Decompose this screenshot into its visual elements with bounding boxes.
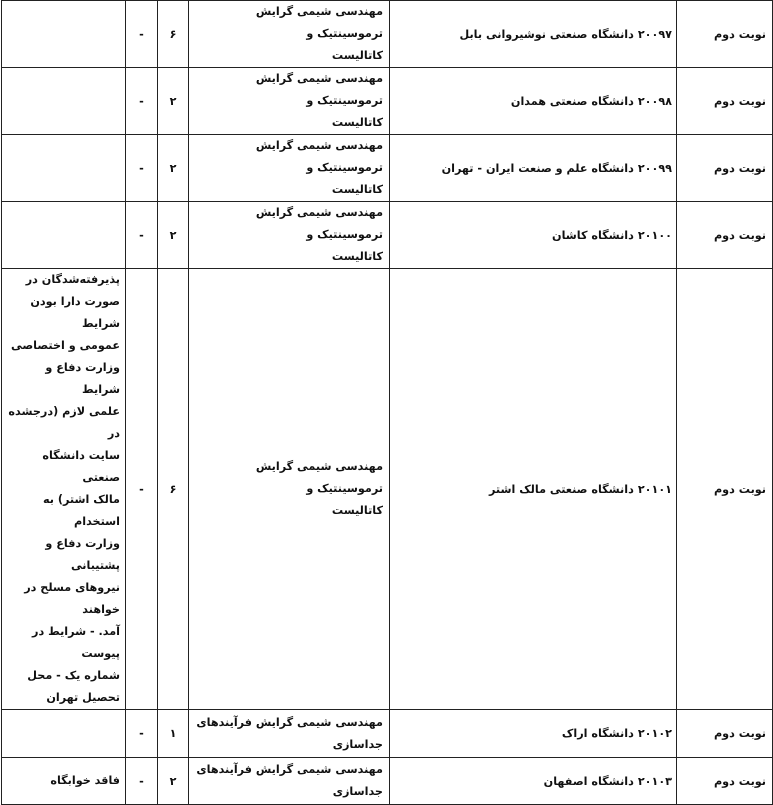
program-code: ۲۰۰۹۸ xyxy=(637,94,672,108)
major-cell xyxy=(189,68,390,135)
university-cell xyxy=(390,68,677,135)
major-line: کاتالیست xyxy=(331,116,383,129)
major-cell xyxy=(189,758,390,805)
note-cell xyxy=(2,710,126,758)
table-row xyxy=(2,135,773,202)
dash-cell: - xyxy=(126,758,158,805)
university-cell xyxy=(390,1,677,68)
dash-cell: - xyxy=(126,269,158,710)
university-cell xyxy=(390,269,677,710)
university-cell xyxy=(390,202,677,269)
major-cell xyxy=(189,202,390,269)
round-cell: نوبت دوم xyxy=(677,68,773,135)
capacity-cell: ۶ xyxy=(158,1,189,68)
major-cell xyxy=(189,269,390,710)
university-cell xyxy=(390,135,677,202)
note-line: پذیرفته‌شدگان در xyxy=(25,273,120,286)
university-cell xyxy=(390,710,677,758)
note-cell: فاقد خوابگاه xyxy=(2,758,126,805)
major-line: کاتالیست xyxy=(331,250,383,263)
major-line: جداسازی xyxy=(332,785,383,798)
note-cell xyxy=(2,269,126,710)
note-line: وزارت دفاع و پشتیبانی xyxy=(45,537,120,572)
round-cell: نوبت دوم xyxy=(677,202,773,269)
university-name: دانشگاه صنعتی نوشیروانی بابل xyxy=(459,27,634,41)
major-line: کاتالیست xyxy=(331,504,383,517)
major-line: مهندسی شیمی گرایش فرآیندهای xyxy=(196,763,383,776)
capacity-cell: ۲ xyxy=(158,758,189,805)
note-line: عمومی و اختصاصی xyxy=(11,339,120,352)
dash-cell: - xyxy=(126,135,158,202)
program-code: ۲۰۱۰۳ xyxy=(637,774,672,788)
major-line: مهندسی شیمی گرایش ترموسینتیک و xyxy=(255,139,383,174)
note-line: وزارت دفاع و شرایط xyxy=(45,361,120,396)
round-cell: نوبت دوم xyxy=(677,135,773,202)
dash-cell: - xyxy=(126,202,158,269)
note-line: تحصیل تهران xyxy=(46,691,120,704)
university-name: دانشگاه اراک xyxy=(561,727,634,740)
capacity-cell: ۲ xyxy=(158,202,189,269)
capacity-cell: ۲ xyxy=(158,68,189,135)
major-line: مهندسی شیمی گرایش ترموسینتیک و xyxy=(255,206,383,241)
major-line: جداسازی xyxy=(332,737,383,751)
note-line: صورت دارا بودن شرایط xyxy=(30,295,120,330)
university-name: دانشگاه کاشان xyxy=(552,228,634,242)
table-row xyxy=(2,1,773,68)
note-cell xyxy=(2,202,126,269)
admissions-table xyxy=(1,0,773,805)
note-line: شماره یک - محل xyxy=(27,669,120,682)
note-line: علمی لازم (درجشده در xyxy=(8,405,120,440)
program-code: ۲۰۱۰۰ xyxy=(637,228,672,242)
capacity-cell: ۱ xyxy=(158,710,189,758)
major-line: مهندسی شیمی گرایش ترموسینتیک و xyxy=(255,72,383,107)
major-line: مهندسی شیمی گرایش ترموسینتیک و xyxy=(255,5,383,40)
table-row xyxy=(2,758,773,805)
note-line: مالک اشتر) به استخدام xyxy=(42,493,120,528)
table-row xyxy=(2,202,773,269)
university-cell xyxy=(390,758,677,805)
table-row xyxy=(2,710,773,758)
major-line: مهندسی شیمی گرایش فرآیندهای xyxy=(196,715,383,729)
major-cell xyxy=(189,1,390,68)
table-row xyxy=(2,269,773,710)
major-line: مهندسی شیمی گرایش ترموسینتیک و xyxy=(255,460,383,495)
program-code: ۲۰۱۰۱ xyxy=(637,482,672,496)
program-code: ۲۰۰۹۹ xyxy=(637,161,672,175)
university-name: دانشگاه علم و صنعت ایران - تهران xyxy=(441,161,634,175)
dash-cell: - xyxy=(126,1,158,68)
university-name: دانشگاه صنعتی همدان xyxy=(510,94,634,108)
capacity-cell: ۶ xyxy=(158,269,189,710)
university-name: دانشگاه اصفهان xyxy=(543,774,634,788)
dash-cell: - xyxy=(126,68,158,135)
note-line: سایت دانشگاه صنعتی xyxy=(42,449,120,484)
note-line: آمد. - شرایط در پیوست xyxy=(32,625,120,660)
university-name: دانشگاه صنعتی مالک اشتر xyxy=(488,482,634,496)
note-cell xyxy=(2,135,126,202)
round-cell: نوبت دوم xyxy=(677,758,773,805)
dash-cell: - xyxy=(126,710,158,758)
note-cell xyxy=(2,1,126,68)
program-code: ۲۰۰۹۷ xyxy=(637,27,672,41)
round-cell: نوبت دوم xyxy=(677,269,773,710)
note-line: نیروهای مسلح در خواهند xyxy=(24,581,120,616)
major-cell xyxy=(189,710,390,758)
note-cell xyxy=(2,68,126,135)
round-cell: نوبت دوم xyxy=(677,710,773,758)
capacity-cell: ۲ xyxy=(158,135,189,202)
major-line: کاتالیست xyxy=(331,49,383,62)
round-cell: نوبت دوم xyxy=(677,1,773,68)
major-line: کاتالیست xyxy=(331,183,383,196)
program-code: ۲۰۱۰۲ xyxy=(637,727,672,740)
table-row xyxy=(2,68,773,135)
major-cell xyxy=(189,135,390,202)
